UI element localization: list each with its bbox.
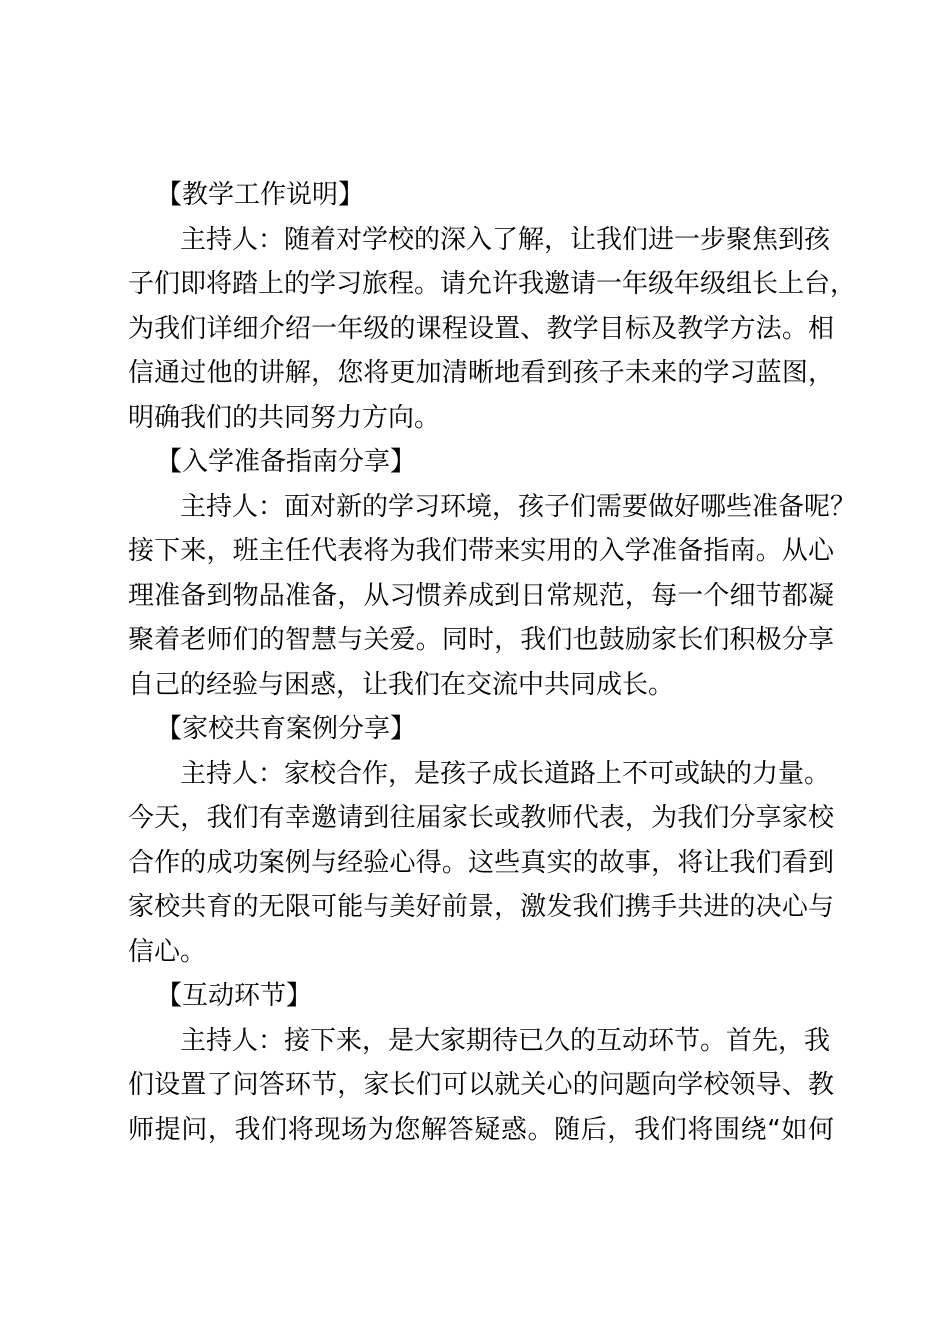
- paragraph-line: 信心。: [128, 936, 207, 967]
- paragraph-line: 主持人：随着对学校的深入了解，让我们进一步聚焦到孩: [180, 224, 831, 255]
- section-heading-home-school: 【家校共育案例分享】: [156, 714, 417, 744]
- section-heading-interaction: 【互动环节】: [156, 981, 313, 1011]
- paragraph-line: 接下来，班主任代表将为我们带来实用的入学准备指南。从心: [128, 536, 834, 566]
- paragraph-line: 合作的成功案例与经验心得。这些真实的故事，将让我们看到: [128, 847, 834, 878]
- section-heading-enrollment: 【入学准备指南分享】: [156, 447, 417, 477]
- paragraph-line: 为我们详细介绍一年级的课程设置、教学目标及教学方法。相: [128, 313, 834, 344]
- paragraph-line: 信通过他的讲解，您将更加清晰地看到孩子未来的学习蓝图，: [128, 358, 834, 388]
- paragraph-line: 家校共育的无限可能与美好前景，激发我们携手共进的决心与: [128, 892, 834, 922]
- paragraph-line: 主持人：家校合作，是孩子成长道路上不可或缺的力量。: [180, 758, 831, 789]
- paragraph-line: 主持人：接下来，是大家期待已久的互动环节。首先，我: [180, 1025, 831, 1056]
- paragraph-line: 理准备到物品准备，从习惯养成到日常规范，每一个细节都凝: [128, 580, 834, 611]
- paragraph-line: 们设置了问答环节，家长们可以就关心的问题向学校领导、教: [128, 1070, 834, 1100]
- paragraph-line: 主持人：面对新的学习环境，孩子们需要做好哪些准备呢？: [180, 491, 857, 522]
- document-page: [128, 173, 857, 1152]
- section-heading-teaching: 【教学工作说明】: [156, 180, 365, 210]
- paragraph-line: 明确我们的共同努力方向。: [128, 402, 441, 433]
- paragraph-line: 师提问，我们将现场为您解答疑惑。随后，我们将围绕“如何: [128, 1114, 834, 1145]
- paragraph-line: 今天，我们有幸邀请到往届家长或教师代表，为我们分享家校: [128, 803, 834, 833]
- paragraph-line: 聚着老师们的智慧与关爱。同时，我们也鼓励家长们积极分享: [128, 625, 834, 655]
- paragraph-line: 自己的经验与困惑，让我们在交流中共同成长。: [128, 669, 675, 700]
- paragraph-line: 子们即将踏上的学习旅程。请允许我邀请一年级年级组长上台，: [128, 269, 857, 299]
